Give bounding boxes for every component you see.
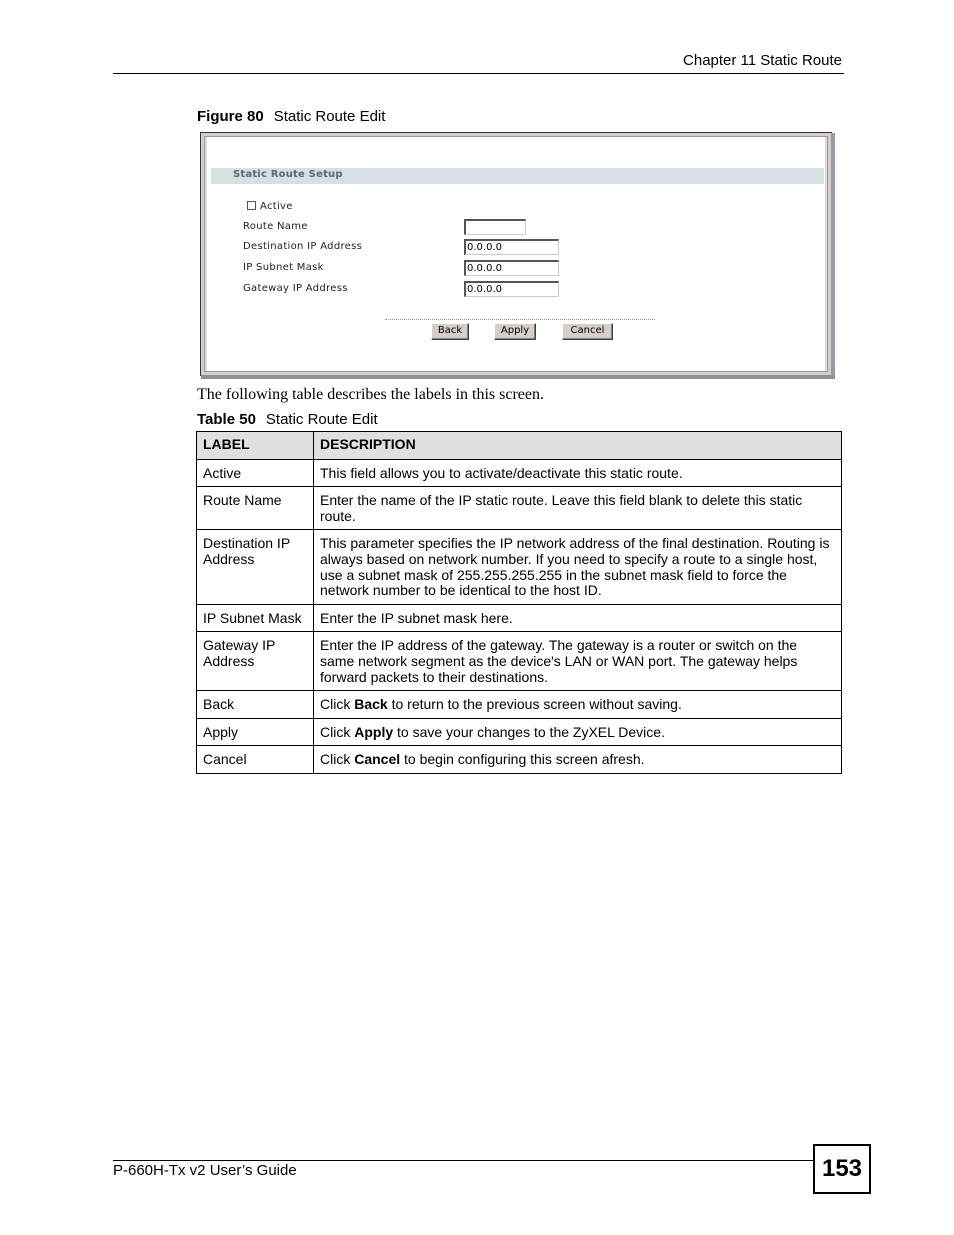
label-description-table (196, 431, 842, 774)
table-row (197, 530, 842, 604)
back-button[interactable]: Back (431, 323, 469, 340)
figure-number: Figure 80 (197, 108, 264, 125)
section-header-bar (211, 168, 824, 184)
cancel-button[interactable]: Cancel (562, 323, 613, 340)
gateway-ip-label: Gateway IP Address (243, 283, 348, 294)
section-title: Static Route Setup (233, 169, 343, 180)
row-description: This parameter specifies the IP network address of the final destination. Routing is always based on network number. If you need to specify a route to a single host, use a subnet mask of 255.255.255.255 in the subnet mask field to force the network number to be identical to the host ID. (314, 530, 842, 604)
row-label: Gateway IP Address (197, 632, 314, 691)
frame-shadow-bottom (201, 375, 835, 379)
table-title: Static Route Edit (265, 411, 378, 428)
gateway-ip-input[interactable]: 0.0.0.0 (464, 281, 559, 297)
apply-button[interactable]: Apply (494, 323, 536, 340)
row-label: IP Subnet Mask (197, 604, 314, 632)
row-description: Enter the IP address of the gateway. The gateway is a router or switch on the same network segment as the device's LAN or WAN port. The gateway helps forward packets to their destinations. (314, 632, 842, 691)
subnet-mask-label: IP Subnet Mask (243, 262, 324, 273)
row-label: Active (197, 459, 314, 487)
destination-ip-label: Destination IP Address (243, 241, 363, 252)
header-divider (113, 73, 844, 74)
column-header-description: DESCRIPTION (314, 432, 842, 460)
table-row (197, 632, 842, 691)
footer-divider (113, 1160, 813, 1161)
table-header-row (197, 432, 842, 460)
intro-paragraph: The following table describes the labels in this screen. (197, 386, 545, 403)
table-row (197, 487, 842, 530)
row-label: Apply (197, 718, 314, 746)
row-description: Click Apply to save your changes to the ZyXEL Device. (314, 718, 842, 746)
table-caption (197, 411, 378, 428)
table-row (197, 691, 842, 719)
frame-shadow-right (831, 133, 835, 379)
screen-panel (204, 136, 828, 372)
row-description: Enter the name of the IP static route. Leave this field blank to delete this static route. (314, 487, 842, 530)
chapter-header: Chapter 11 Static Route (683, 52, 842, 69)
guide-title: P-660H-Tx v2 User’s Guide (113, 1162, 297, 1179)
table-row (197, 718, 842, 746)
row-description: Enter the IP subnet mask here. (314, 604, 842, 632)
button-separator (385, 319, 655, 320)
table-row (197, 746, 842, 774)
static-route-edit-screenshot (200, 132, 832, 376)
route-name-label: Route Name (243, 221, 308, 232)
row-description: Click Back to return to the previous screen without saving. (314, 691, 842, 719)
table-number: Table 50 (197, 411, 256, 428)
row-label: Cancel (197, 746, 314, 774)
row-label: Destination IP Address (197, 530, 314, 604)
page-number: 153 (813, 1144, 871, 1194)
destination-ip-input[interactable]: 0.0.0.0 (464, 239, 559, 255)
table-row (197, 459, 842, 487)
column-header-label: LABEL (197, 432, 314, 460)
row-label: Back (197, 691, 314, 719)
row-description: Click Cancel to begin configuring this screen afresh. (314, 746, 842, 774)
subnet-mask-input[interactable]: 0.0.0.0 (464, 260, 559, 276)
row-label: Route Name (197, 487, 314, 530)
table-row (197, 604, 842, 632)
route-name-input[interactable] (464, 219, 526, 235)
figure-title: Static Route Edit (273, 108, 386, 125)
row-description: This field allows you to activate/deactivate this static route. (314, 459, 842, 487)
active-checkbox[interactable] (247, 201, 256, 210)
active-label: Active (260, 201, 293, 212)
figure-caption (197, 108, 385, 125)
